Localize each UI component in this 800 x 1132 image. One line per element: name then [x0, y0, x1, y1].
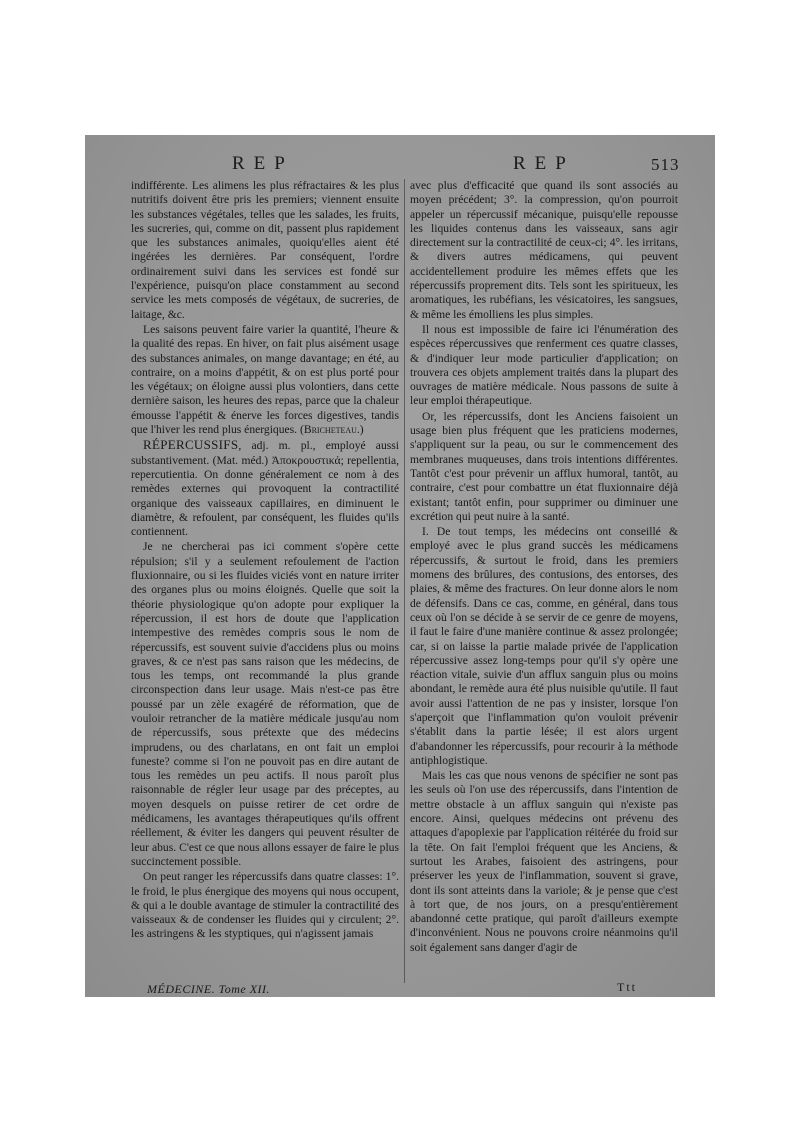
- paragraph: Or, les répercussifs, dont les Anciens faisoient un usage bien plus fréquent que les praticiens modernes, s'appliquent sur la peau, ou sur le commencement des membranes muqueuses, dans trois intentions différentes. Tantôt c'est pour prévenir un afflux humoral, tantôt, au contraire, c'est pour combattre un état fluxionnaire déjà existant; tantôt enfin, pour supprimer ou diminuer une excrétion qui peut nuire à la santé.: [410, 409, 678, 523]
- paragraph: [131, 323, 399, 437]
- running-head-left: REP: [232, 153, 294, 174]
- paragraph: I. De tout temps, les médecins ont conseillé & employé avec le plus grand succès les médicamens répercussifs, & surtout le froid, dans les premiers momens des brûlures, des contusions, des entorses, des plaies, & même des fractures. On leur donne alors le nom de défensifs. Dans ce cas, comme, en général, dans tous ceux où l'on se décide à se servir de ce genre de moyens, il faut le faire d'une manière continue & assez prolongée; car, si on laisse la partie malade privée de l'application répercussive assez long-temps pour qu'il s'y opère une réaction vitale, suivie d'un afflux sanguin plus ou moins abondant, le remède aura été plus nuisible qu'utile. Il faut avoir aussi l'attention de ne pas y insister, lorsque l'on s'aperçoit que l'inflammation qu'on vouloit prévenir s'établit dans la partie lésée; il est alors urgent d'abandonner les répercussifs, pour recourir à la méthode antiphlogistique.: [410, 525, 678, 767]
- paragraph: avec plus d'efficacité que quand ils sont associés au moyen précédent; 3°. la compression, qu'on pourroit appeler un répercussif mécanique, puisqu'elle repousse les liquides contenus dans les vaisseaux, sans agir directement sur la contractilité de ceux-ci; 4°. les irritans, & divers autres médicamens, qui peuvent accidentellement produire les mêmes effets que les répercussifs proprement dits. Tels sont les spiritueux, les aromatiques, les rubéfians, les vésicatoires, les sangsues, & même les émolliens les plus simples.: [410, 179, 678, 321]
- paragraph: Mais les cas que nous venons de spécifier ne sont pas les seuls où l'on use des répercussifs, dans l'intention de mettre obstacle à un afflux sanguin qui n'existe pas encore. Ainsi, quelques médecins ont prévenu des attaques d'apoplexie par l'application réitérée du froid sur la tête. On fait l'emploi fréquent que les Anciens, & surtout les Arabes, faisoient des astringens, pour préserver les yeux de l'inflammation, souvent si grave, dont ils sont atteints dans la variole; & je pense que c'est à tort que, de nos jours, on a presqu'entièrement abandonné cette pratique, qui paroît d'ailleurs exempte d'inconvénient. Nous ne pouvons croire néanmoins qu'il soit également sans danger d'agir de: [410, 769, 678, 954]
- column-rule: [404, 179, 405, 983]
- paragraph-text: Les saisons peuvent faire varier la quantité, l'heure & la qualité des repas. En hiver, on fait plus aisément usage des substances animales, on mange davantage; en été, au contraire, on a moins d'appétit, & on est plus porté pour les végétaux; on éloigne aussi plus volontiers, dans cette dernière saison, les heures des repas, parce que la chaleur émousse l'appétit & énerve les forces digestives, tandis que l'hiver les rend plus énergiques.: [131, 322, 399, 437]
- entry-definition: , adj. m. pl., employé aussi substantivement. (Mat. méd.) Ἀποκρουστικά; repellentia, repercutientia. On donne généralement ce nom à des remèdes externes qui provoquent la contractilité organique des vaisseaux capillaires, en diminuent le diamètre, & refoulent, par conséquent, les fluides qu'ils contiennent.: [131, 439, 399, 539]
- right-column: [410, 179, 678, 956]
- scanned-page: [85, 135, 715, 997]
- left-column: [131, 179, 399, 943]
- author-signature: (Bricheteau.): [299, 423, 364, 437]
- page-number: 513: [651, 155, 680, 174]
- entry-headword: RÉPERCUSSIFS: [143, 437, 239, 453]
- paragraph: Je ne chercherai pas ici comment s'opère cette répulsion; s'il y a seulement refoulement de l'action fluxionnaire, ou si les fluides viciés vont en nature irriter des organes plus ou moins éloignés. Quelle que soit la théorie physiologique qu'on adopte pour expliquer la répercussion, il est hors de doute que l'application intempestive des remèdes compris sous le nom de répercussifs, est souvent suivie d'accidens plus ou moins graves, & ce n'est pas sans raison que les médecins, de tous les temps, ont recommandé la plus grande circonspection dans leur usage. Mais n'est-ce pas être poussé par un zèle exagéré de réformation, que de vouloir retrancher de la matière médicale jusqu'au nom de répercussifs, sous prétexte que des médecins imprudens, ou des charlatans, en ont fait un emploi funeste? comme si l'on ne pouvoit pas en dire autant de tous les remèdes un peu actifs. Il nous paroît plus raisonnable de régler leur usage par des préceptes, au moyen desquels on puisse retirer de cet ordre de médicamens, les avantages thérapeutiques qu'ils offrent réellement, & éviter les dangers qui peuvent résulter de leur abus. C'est ce que nous allons essayer de faire le plus succinctement possible.: [131, 540, 399, 868]
- running-head-right: REP: [513, 153, 575, 174]
- paragraph: indifférente. Les alimens les plus réfractaires & les plus nutritifs doivent être pris les premiers; viennent ensuite les substances végétales, telles que les salades, les fruits, les sucreries, qui, comme on dit, passent plus rapidement que les substances animales, quoiqu'elles aient été ingérées les dernières. Par conséquent, l'ordre ordinairement suivi dans les services est fondé sur l'expérience, puisqu'on place constamment au second service les mets composés de végétaux, de sucreries, de laitage, &c.: [131, 179, 399, 321]
- paragraph: On peut ranger les répercussifs dans quatre classes: 1°. le froid, le plus énergique des moyens qui nous occupent, & qui a le double avantage de stimuler la contractilité des vaisseaux & de condenser les fluides qui y circulent; 2°. les astringens & les styptiques, qui n'agissent jamais: [131, 870, 399, 941]
- signature-mark: Ttt: [617, 980, 637, 994]
- paragraph: Il nous est impossible de faire ici l'énumération des espèces répercussives que renferment ces quatre classes, & d'indiquer leur mode particulier d'application; on trouvera ces objets amplement traités dans la plupart des ouvrages de matière médicale. Nous passons de suite à leur emploi thérapeutique.: [410, 322, 678, 408]
- volume-footer: MÉDECINE. Tome XII.: [147, 982, 271, 996]
- entry-paragraph: [131, 438, 399, 539]
